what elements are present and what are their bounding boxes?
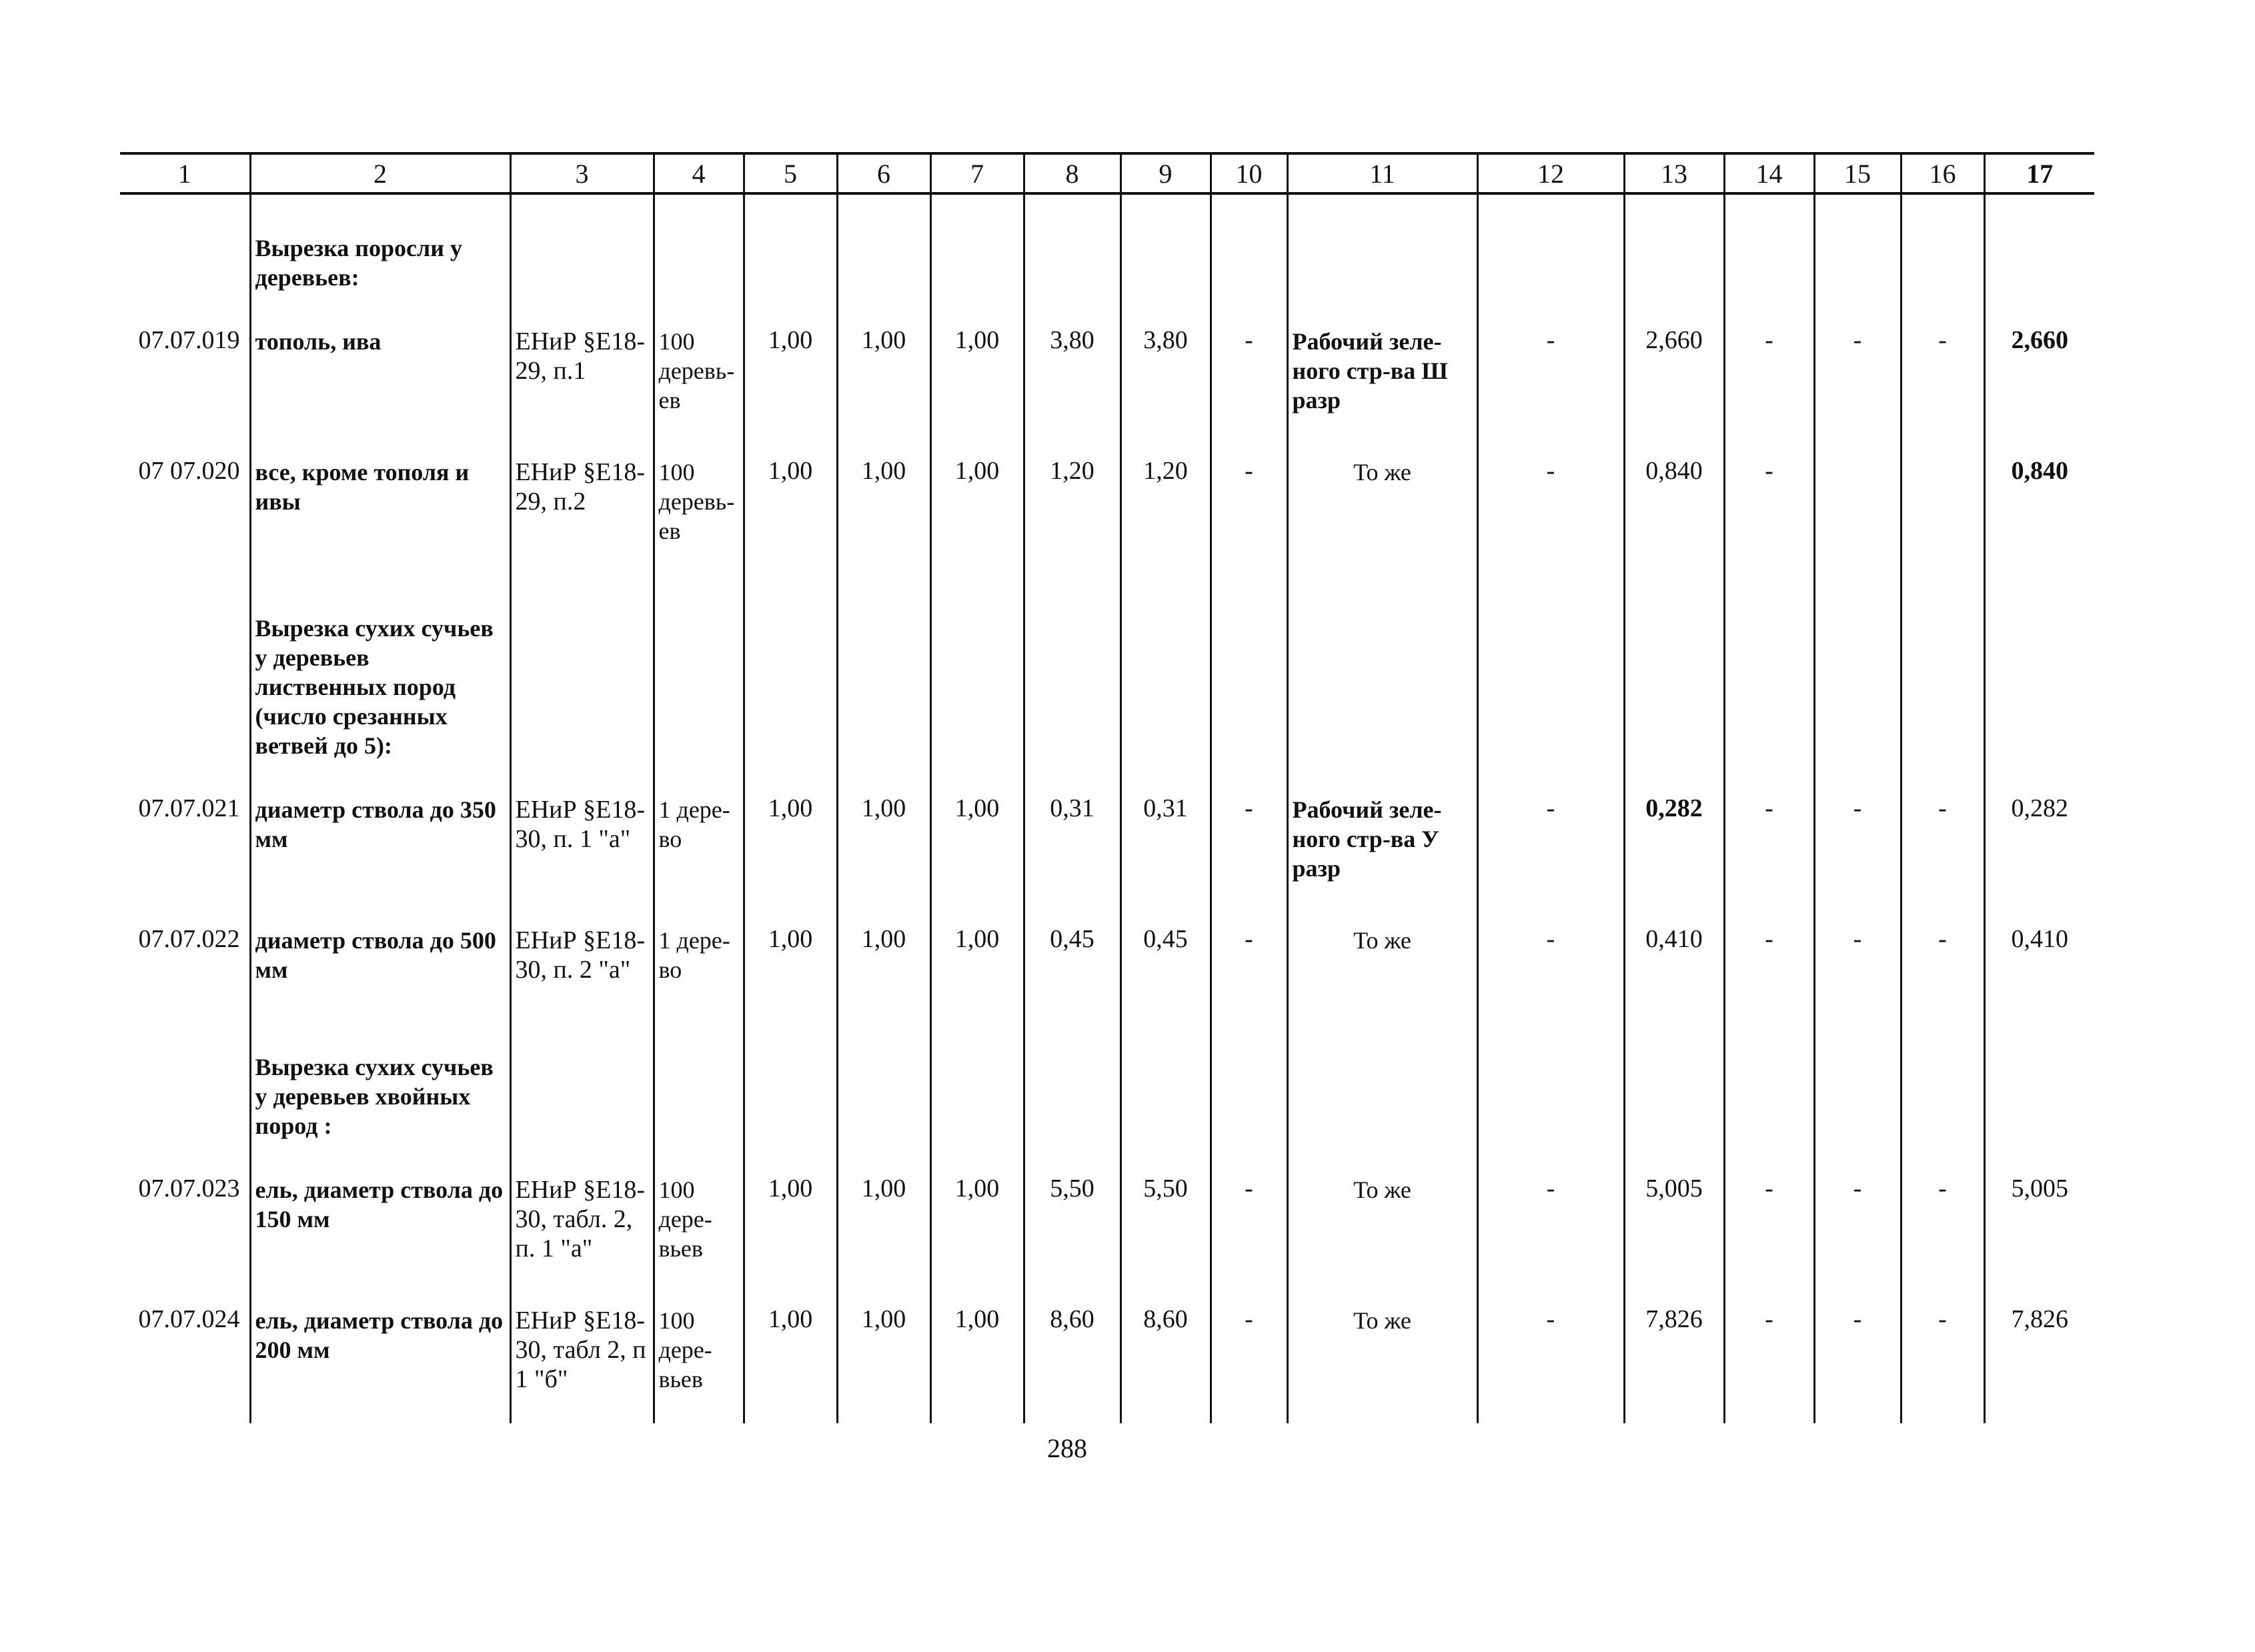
cell: -: [1814, 313, 1901, 444]
cell: -: [1477, 1293, 1624, 1423]
norm-source: ЕНиР §Е18-30, табл. 2, п. 1 "а": [510, 1162, 654, 1293]
section-row: [120, 575, 2094, 782]
column-header: 4: [654, 153, 744, 193]
work-description: ель, диаметр ствола до 150 мм: [250, 1162, 510, 1293]
cell: 7,826: [1624, 1293, 1724, 1423]
cell: -: [1724, 782, 1814, 912]
cell: 1,00: [930, 444, 1024, 575]
cell: 0,45: [1120, 912, 1211, 1014]
worker-category: То же: [1287, 1293, 1477, 1423]
cell: -: [1477, 782, 1624, 912]
cell: -: [1724, 1293, 1814, 1423]
column-header: 15: [1814, 153, 1901, 193]
cell: -: [1211, 782, 1287, 912]
cell: 0,282: [1624, 782, 1724, 912]
cell: -: [1211, 313, 1287, 444]
column-header: 2: [250, 153, 510, 193]
cell: 1,00: [837, 1162, 930, 1293]
column-header: 10: [1211, 153, 1287, 193]
cell: 1,00: [930, 313, 1024, 444]
cell: 1,00: [930, 782, 1024, 912]
unit: 100 дере-вьев: [654, 1162, 744, 1293]
column-header: 8: [1024, 153, 1120, 193]
norms-table: [120, 152, 2094, 1423]
unit: 1 дере-во: [654, 782, 744, 912]
table-row: [120, 1162, 2094, 1293]
total-cell: 0,840: [1984, 444, 2094, 575]
cell: -: [1211, 912, 1287, 1014]
norm-source: ЕНиР §Е18-30, п. 2 "а": [510, 912, 654, 1014]
column-header: 9: [1120, 153, 1211, 193]
worker-category: То же: [1287, 444, 1477, 575]
table-row: [120, 1293, 2094, 1423]
column-header: 6: [837, 153, 930, 193]
page-number: 288: [1047, 1433, 1087, 1463]
work-description: ель, диаметр ствола до 200 мм: [250, 1293, 510, 1423]
worker-category: Рабочий зеле-ного стр-ва Ш разр: [1287, 313, 1477, 444]
column-header: 1: [120, 153, 250, 193]
cell: 1,00: [930, 1162, 1024, 1293]
column-header: 11: [1287, 153, 1477, 193]
cell: [1901, 444, 1984, 575]
unit: 1 дере-во: [654, 912, 744, 1014]
cell: 8,60: [1120, 1293, 1211, 1423]
cell: 1,00: [744, 444, 837, 575]
section-row: [120, 193, 2094, 313]
section-row: [120, 1014, 2094, 1162]
cell: 1,20: [1120, 444, 1211, 575]
worker-category: То же: [1287, 1162, 1477, 1293]
cell: 1,00: [837, 444, 930, 575]
norm-source: ЕНиР §Е18-29, п.1: [510, 313, 654, 444]
table-row: [120, 313, 2094, 444]
cell: -: [1211, 1162, 1287, 1293]
cell: 8,60: [1024, 1293, 1120, 1423]
item-code: 07.07.024: [138, 1305, 240, 1333]
work-description: тополь, ива: [250, 313, 510, 444]
cell: 1,00: [744, 1162, 837, 1293]
norm-source: ЕНиР §Е18-30, табл 2, п 1 "б": [510, 1293, 654, 1423]
cell: -: [1901, 912, 1984, 1014]
column-header: 7: [930, 153, 1024, 193]
column-header: 3: [510, 153, 654, 193]
cell: 1,00: [744, 313, 837, 444]
worker-category: То же: [1287, 912, 1477, 1014]
unit: 100 деревь-ев: [654, 444, 744, 575]
total-cell: 0,282: [1984, 782, 2094, 912]
work-description: все, кроме тополя и ивы: [250, 444, 510, 575]
item-code: 07 07.020: [138, 457, 240, 485]
total-cell: 0,410: [1984, 912, 2094, 1014]
cell: 0,410: [1624, 912, 1724, 1014]
cell: 2,660: [1624, 313, 1724, 444]
cell: 3,80: [1024, 313, 1120, 444]
cell: 1,00: [930, 912, 1024, 1014]
cell: -: [1814, 1293, 1901, 1423]
item-code: 07.07.019: [138, 326, 240, 354]
cell: 3,80: [1120, 313, 1211, 444]
column-header: 16: [1901, 153, 1984, 193]
item-code: 07.07.021: [138, 794, 240, 822]
cell: [1814, 444, 1901, 575]
cell: 0,31: [1024, 782, 1120, 912]
column-header: 12: [1477, 153, 1624, 193]
cell: -: [1477, 1162, 1624, 1293]
worker-category: Рабочий зеле-ного стр-ва У разр: [1287, 782, 1477, 912]
cell: 1,00: [930, 1293, 1024, 1423]
cell: 0,31: [1120, 782, 1211, 912]
table-row: [120, 782, 2094, 912]
cell: 1,00: [744, 1293, 837, 1423]
total-cell: 7,826: [1984, 1293, 2094, 1423]
cell: -: [1901, 1162, 1984, 1293]
cell: -: [1477, 912, 1624, 1014]
section-title: Вырезка сухих сучьев у деревьев хвойных пород :: [250, 1014, 510, 1162]
cell: 1,00: [837, 782, 930, 912]
table-row: [120, 444, 2094, 575]
unit: 100 деревь-ев: [654, 313, 744, 444]
cell: 0,840: [1624, 444, 1724, 575]
header-row: [120, 153, 2094, 193]
cell: 5,50: [1120, 1162, 1211, 1293]
cell: -: [1211, 444, 1287, 575]
cell: 5,005: [1624, 1162, 1724, 1293]
item-code: 07.07.022: [138, 925, 240, 953]
column-header: 13: [1624, 153, 1724, 193]
cell: -: [1901, 782, 1984, 912]
cell: -: [1814, 782, 1901, 912]
table-row: [120, 912, 2094, 1014]
cell: -: [1477, 313, 1624, 444]
cell: -: [1724, 912, 1814, 1014]
cell: 1,00: [837, 313, 930, 444]
total-cell: 5,005: [1984, 1162, 2094, 1293]
cell: 1,00: [744, 782, 837, 912]
cell: 1,00: [744, 912, 837, 1014]
norm-source: ЕНиР §Е18-30, п. 1 "а": [510, 782, 654, 912]
cell: -: [1724, 1162, 1814, 1293]
norm-source: ЕНиР §Е18-29, п.2: [510, 444, 654, 575]
cell: -: [1814, 1162, 1901, 1293]
cell: -: [1814, 912, 1901, 1014]
cell: 1,20: [1024, 444, 1120, 575]
work-description: диаметр ствола до 350 мм: [250, 782, 510, 912]
item-code: 07.07.023: [138, 1174, 240, 1202]
cell: -: [1724, 313, 1814, 444]
cell: -: [1211, 1293, 1287, 1423]
section-title: Вырезка сухих сучьев у деревьев лиственных пород (число срезанных ветвей до 5):: [250, 575, 510, 782]
cell: 5,50: [1024, 1162, 1120, 1293]
cell: 1,00: [837, 912, 930, 1014]
work-description: диаметр ствола до 500 мм: [250, 912, 510, 1014]
cell: 1,00: [837, 1293, 930, 1423]
cell: -: [1724, 444, 1814, 575]
column-header: 14: [1724, 153, 1814, 193]
unit: 100 дере-вьев: [654, 1293, 744, 1423]
column-header: 5: [744, 153, 837, 193]
column-header: 17: [1984, 153, 2094, 193]
cell: -: [1901, 313, 1984, 444]
cell: -: [1477, 444, 1624, 575]
cell: 0,45: [1024, 912, 1120, 1014]
section-title: Вырезка поросли у деревьев:: [250, 193, 510, 313]
cell: -: [1901, 1293, 1984, 1423]
total-cell: 2,660: [1984, 313, 2094, 444]
